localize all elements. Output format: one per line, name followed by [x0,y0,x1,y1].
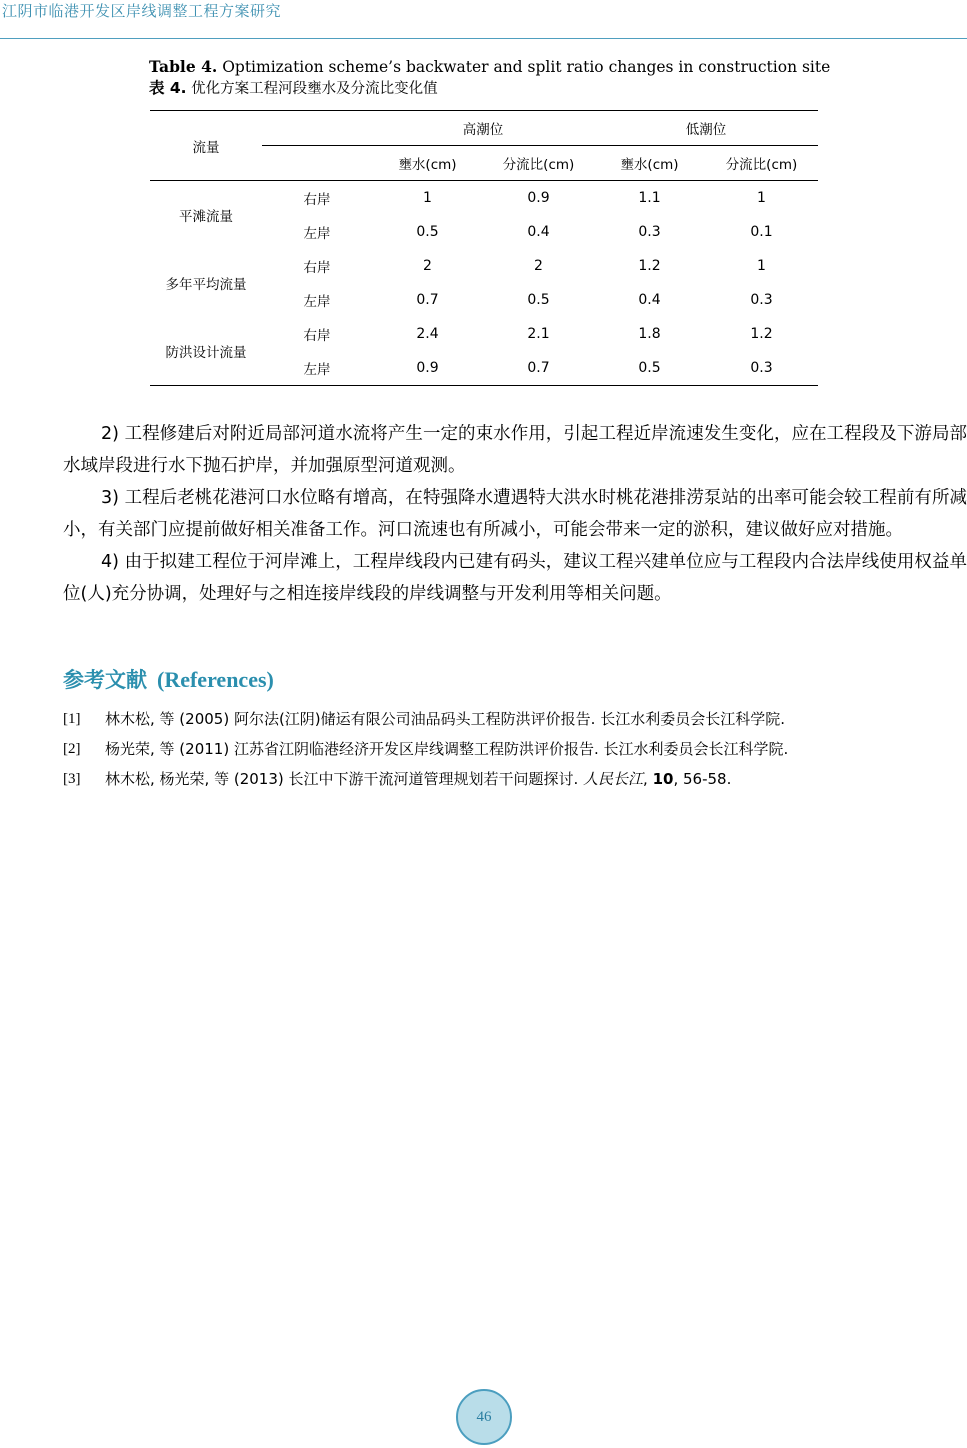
col-header-flow: 流量 [150,111,262,181]
sub-header: 分流比(cm) [483,146,594,181]
bank-label: 右岸 [303,328,331,344]
cell: 1.1 [638,190,661,206]
sub-header: 分流比(cm) [705,146,818,181]
bank-label: 左岸 [303,294,331,310]
bank-label: 左岸 [262,351,372,386]
cell: 0.4 [638,292,661,308]
group-label: 多年平均流量 [165,277,247,293]
table-row [150,249,818,283]
reference-volume: 10 [652,770,674,788]
cell: 0.4 [527,224,550,240]
caption-zh-label: 表 4. [149,79,187,97]
cell: 0.9 [372,351,483,386]
reference-separator: , [643,770,653,788]
references-heading [63,664,274,694]
group-label: 防洪设计流量 [150,317,262,386]
reference-item [63,734,963,764]
body-text [63,418,967,610]
caption-zh [149,78,830,100]
reference-text: 林木松, 等 (2005) 阿尔法(江阴)储运有限公司油品码头工程防洪评价报告. 长江水利委员会长江科学院. [105,710,785,728]
caption-en-text: Optimization scheme’s backwater and split ratio changes in construction site [217,58,831,76]
cell: 1 [757,258,766,274]
cell: 0.5 [416,224,439,240]
bank-label: 右岸 [303,260,331,276]
cell: 0.3 [638,224,661,240]
header-rule [0,38,967,39]
cell: 0.7 [416,292,439,308]
references-heading-zh: 参考文献 [63,668,147,692]
table-row [150,317,818,351]
references-heading-en: (References) [157,667,274,692]
cell: 2 [534,258,543,274]
reference-index: [3] [63,771,81,787]
page-number: 46 [456,1389,512,1445]
cell: 0.9 [527,190,550,206]
reference-pages: , 56-58. [673,770,732,788]
group-label: 平滩流量 [179,209,233,225]
data-table [150,110,818,386]
cell: 0.3 [705,351,818,386]
sub-header: 壅水(cm) [594,146,705,181]
cell: 0.1 [750,224,773,240]
paragraph: 2) 工程修建后对附近局部河道水流将产生一定的束水作用，引起工程近岸流速发生变化，应在工程段及下游局部水域岸段进行水下抛石护岸，并加强原型河道观测。 [63,424,967,476]
col-header-low-tide: 低潮位 [594,111,818,146]
reference-text: 林木松, 杨光荣, 等 (2013) 长江中下游干流河道管理规划若干问题探讨. [105,770,584,788]
caption-zh-text: 优化方案工程河段壅水及分流比变化值 [186,81,438,97]
paragraph: 4) 由于拟建工程位于河岸滩上，工程岸线段内已建有码头，建议工程兴建单位应与工程段内合法岸线使用权益单位(人)充分协调，处理好与之相连接岸线段的岸线调整与开发利用等相关问题。 [63,552,967,604]
reference-text: 杨光荣, 等 (2011) 江苏省江阴临港经济开发区岸线调整工程防洪评价报告. 长江水利委员会长江科学院. [105,740,789,758]
reference-index: [1] [63,711,81,727]
reference-index: [2] [63,741,81,757]
paragraph: 3) 工程后老桃花港河口水位略有增高，在特强降水遭遇特大洪水时桃花港排涝泵站的出率可能会较工程前有所减小，有关部门应提前做好相关准备工作。河口流速也有所减小，可能会带来一定的淤积，建议做好应对措施。 [63,488,967,540]
bank-label: 右岸 [303,192,331,208]
reference-item [63,764,963,794]
sub-header: 壅水(cm) [372,146,483,181]
table-caption [149,56,830,100]
cell: 1 [423,190,432,206]
table-row [150,181,818,216]
cell: 1.2 [750,326,773,342]
cell: 2.1 [527,326,550,342]
cell: 1 [757,190,766,206]
reference-item [63,704,963,734]
cell: 1.8 [638,326,661,342]
running-head: 江阴市临港开发区岸线调整工程方案研究 [2,2,282,20]
cell: 0.7 [483,351,594,386]
cell: 2 [423,258,432,274]
col-header-high-tide: 高潮位 [372,111,594,146]
bank-label: 左岸 [303,226,331,242]
reference-list [63,704,963,794]
reference-journal: 人民长江 [583,770,644,788]
cell: 2.4 [416,326,439,342]
header-row-1 [150,111,818,146]
cell: 0.5 [594,351,705,386]
cell: 0.3 [750,292,773,308]
caption-en [149,56,830,78]
caption-en-label: Table 4. [149,57,218,76]
cell: 1.2 [638,258,661,274]
cell: 0.5 [527,292,550,308]
